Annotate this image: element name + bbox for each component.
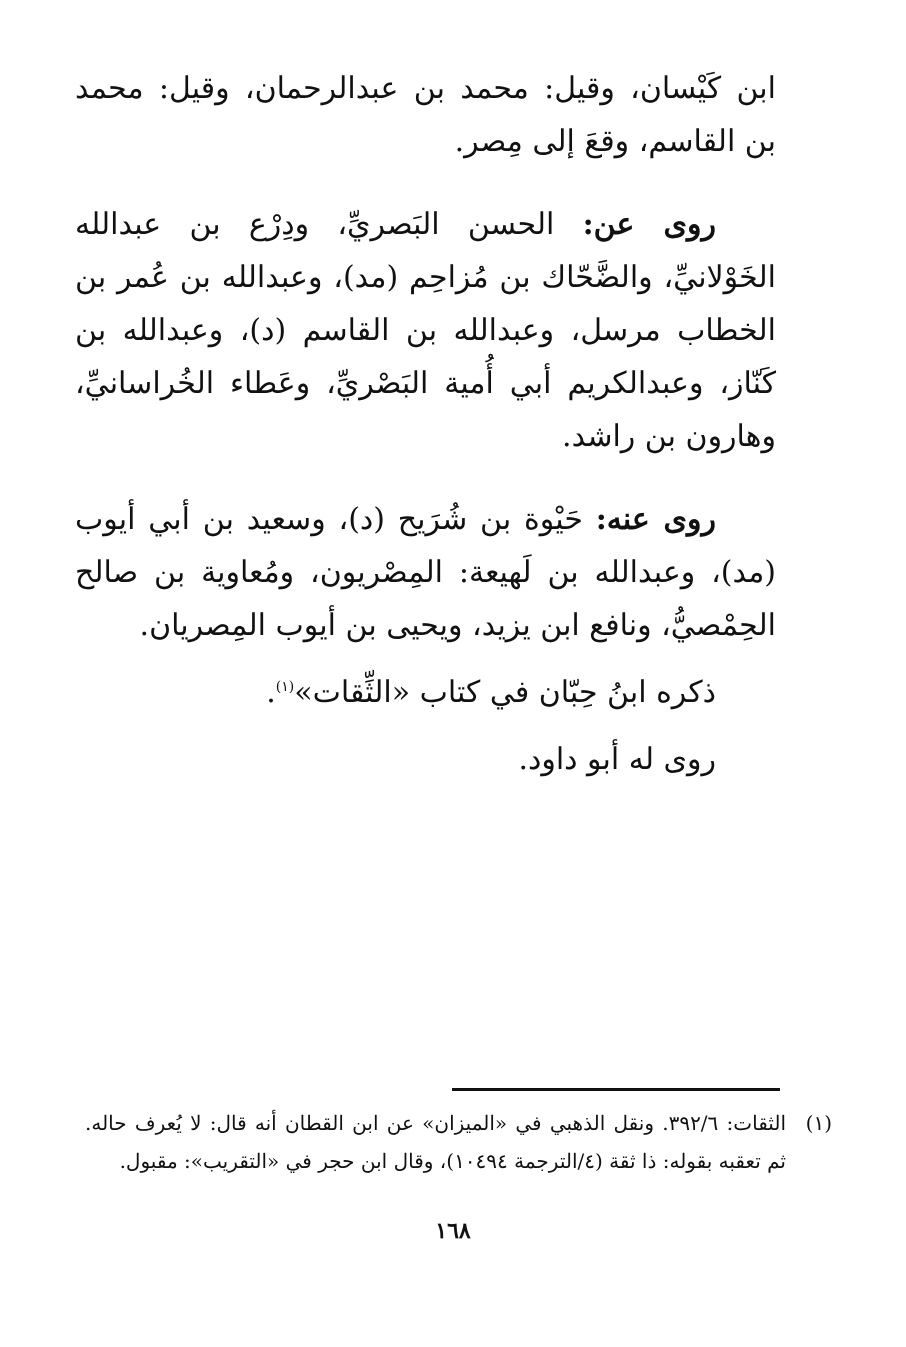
ibn-hibban-text: ذكره ابنُ حِبّان في كتاب «الثِّقات» [294, 675, 716, 710]
paragraph-abu-dawud: روى له أبو داود. [518, 742, 716, 777]
paragraph-narrated-by [75, 493, 776, 652]
narrated-by-label: روى عنه: [595, 502, 717, 537]
ibn-hibban-end: . [266, 675, 276, 710]
paragraph-narrated-from [75, 198, 776, 463]
footnote-number: (١) [805, 1111, 832, 1135]
main-text-block [75, 62, 776, 786]
footnote-reference[interactable]: (١) [275, 679, 295, 695]
footnote-separator [452, 1088, 780, 1091]
narrated-from-label: روى عن: [582, 207, 716, 242]
paragraph-ibn-hibban [75, 666, 776, 719]
paragraph-name-variants: ابن كَيْسان، وقيل: محمد بن عبدالرحمان، وقيل: محمد بن القاسم، وقعَ إلى مِصر. [75, 71, 776, 159]
footnote-text: الثقات: ٣٩٢/٦. ونقل الذهبي في «الميزان» عن ابن القطان أنه قال: لا يُعرف حاله. ثم تعقبه بقوله: ذا ثقة (٤/الترجمة ١٠٤٩٤)، وقال ابن حجر في «التقريب»: مقبول. [85, 1111, 786, 1173]
footnotes-block [85, 1104, 832, 1180]
narrated-from-list: الحسن البَصريِّ، ودِرْع بن عبدالله الخَوْلانيِّ، والضَّحّاك بن مُزاحِم (مد)، وعبدالله بن عُمر بن الخطاب مرسل، وعبدالله بن القاسم (د)، وعبدالله بن كَنّاز، وعبدالكريم أبي أُمية البَصْريِّ، وعَطاء الخُراسانيِّ، وهارون بن راشد. [75, 207, 776, 454]
narrated-by-list: حَيْوة بن شُرَيح (د)، وسعيد بن أبي أيوب (مد)، وعبدالله بن لَهيعة: المِصْريون، ومُعاوية بن صالح الحِمْصيُّ، ونافع ابن يزيد، ويحيى بن أيوب المِصريان. [75, 502, 776, 643]
page-number: ١٦٨ [435, 1218, 471, 1244]
